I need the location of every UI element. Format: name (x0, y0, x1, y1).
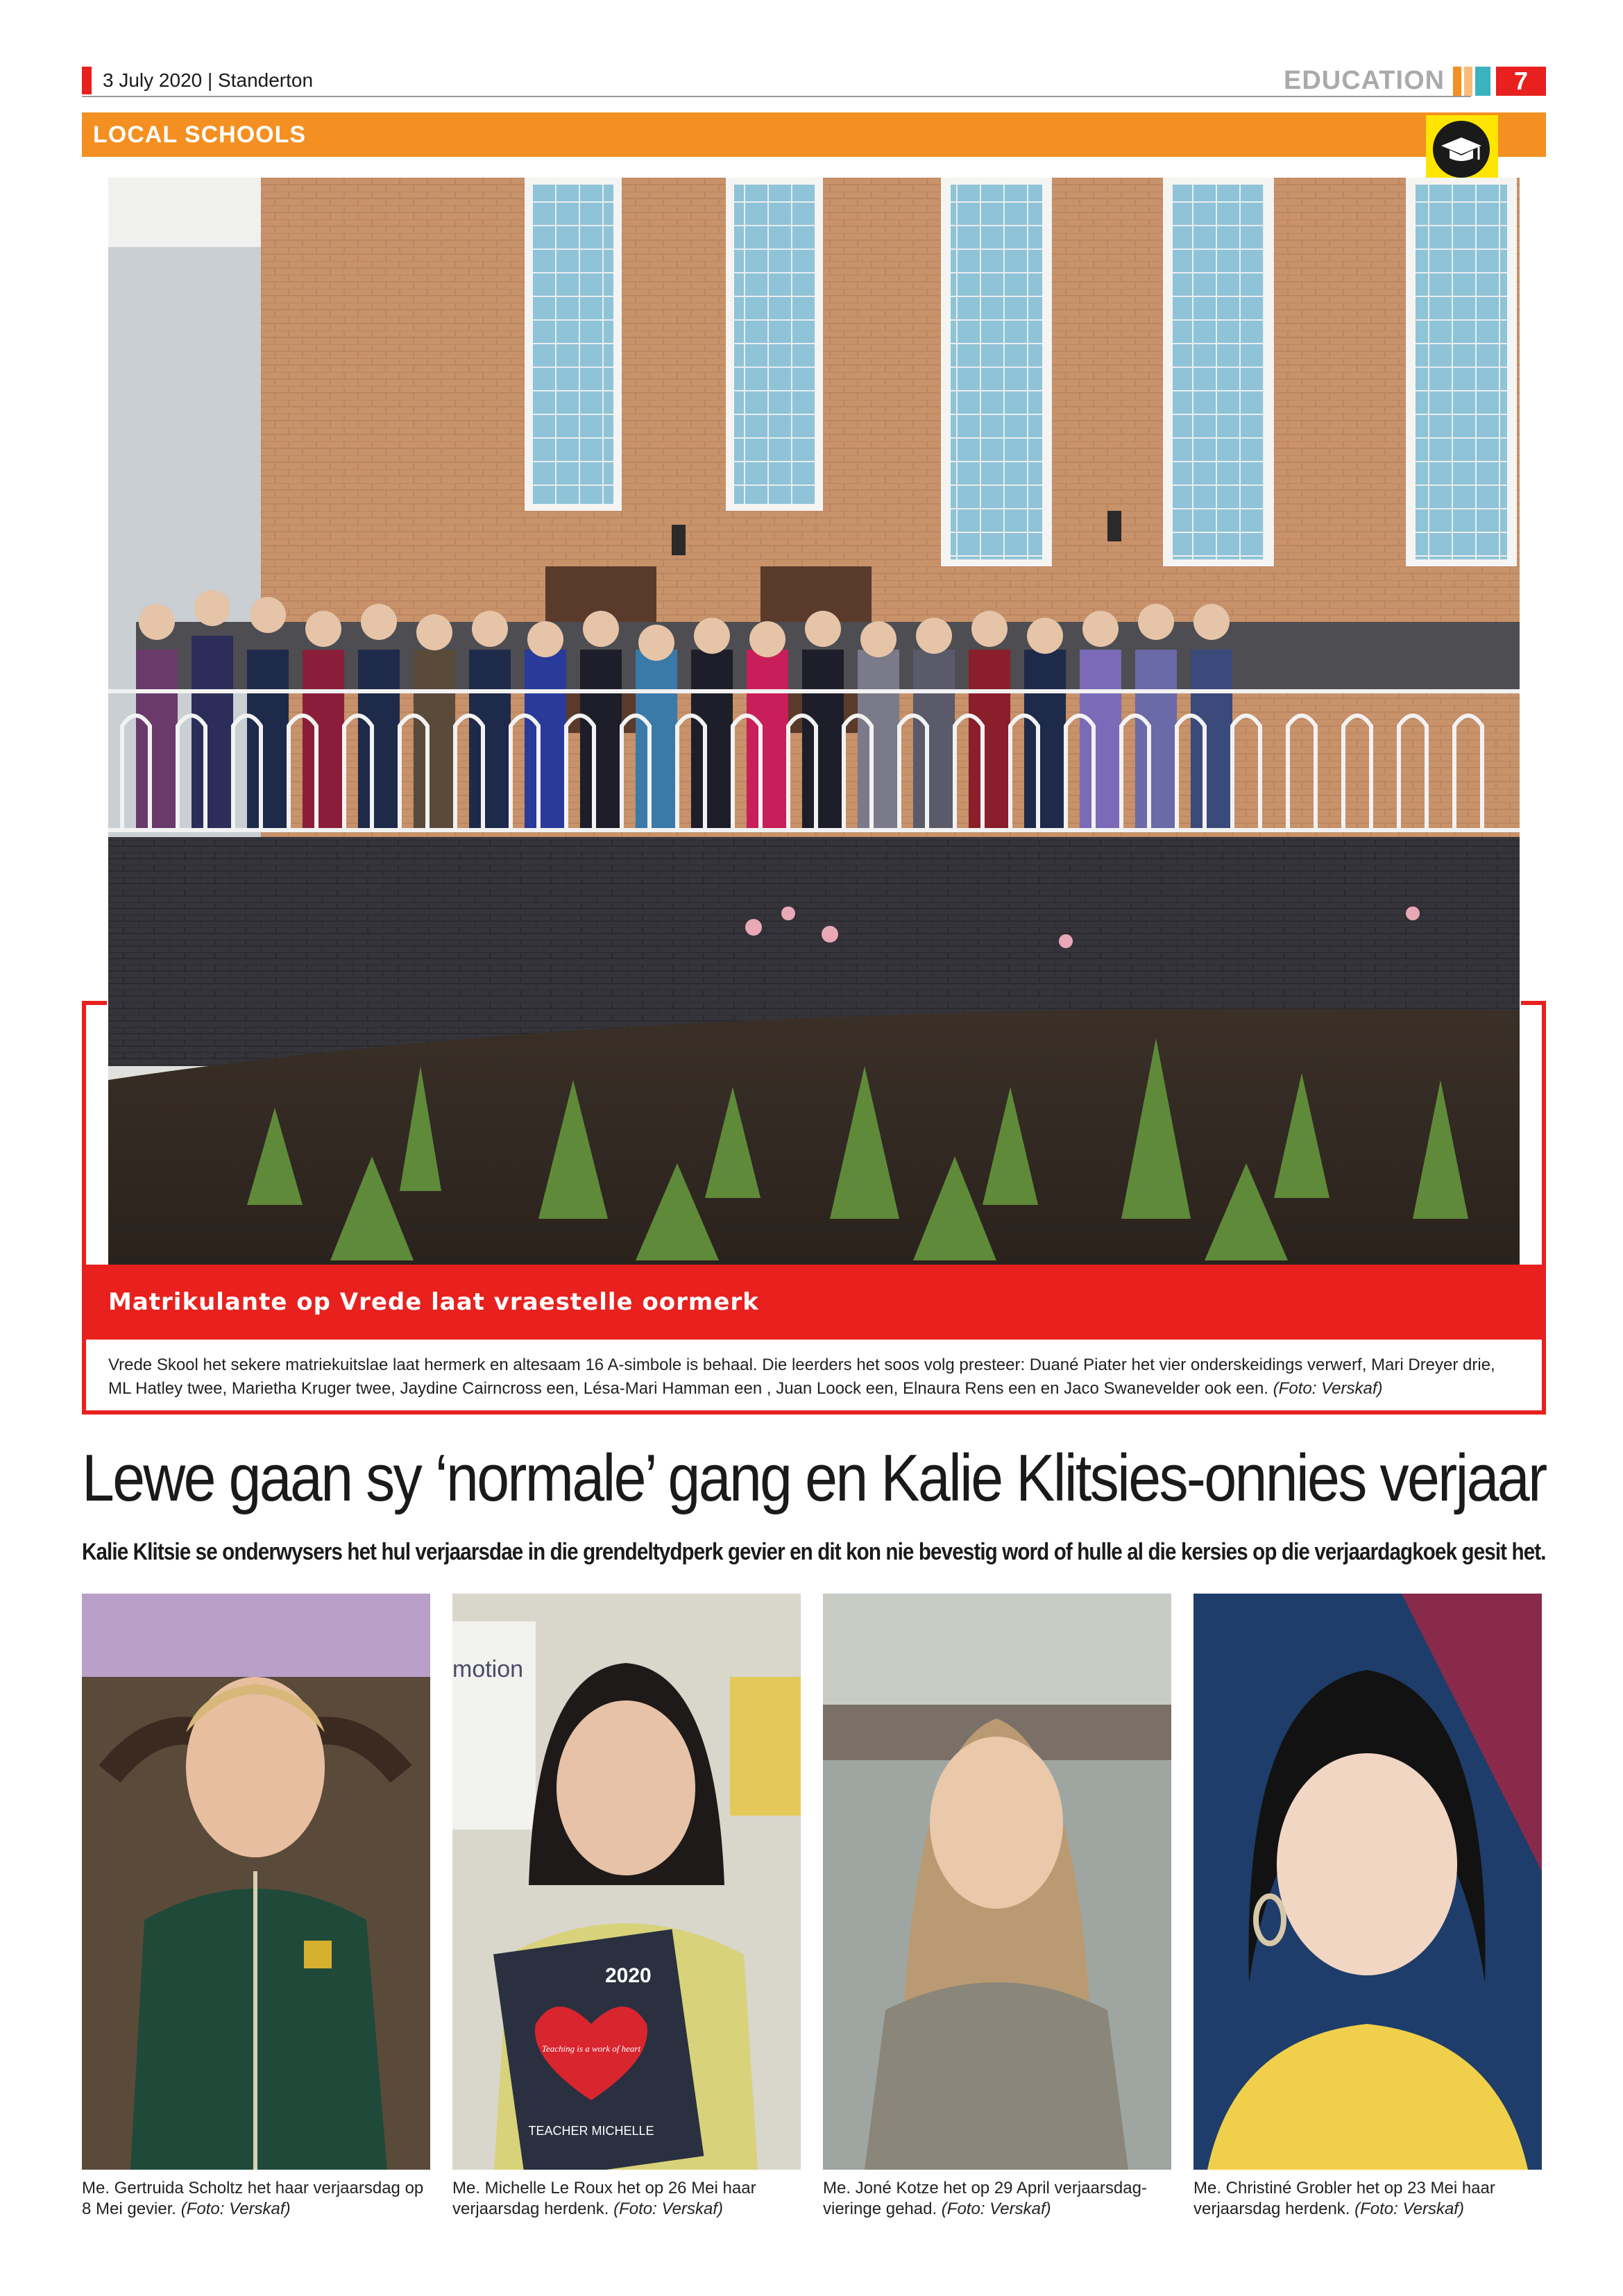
teacher-photo-kotze (823, 1594, 1171, 2170)
header-rule (82, 96, 1471, 97)
frame-corner-left (82, 1001, 107, 1005)
section-band-label: LOCAL SCHOOLS (93, 121, 307, 148)
frame-corner-right (1521, 1001, 1546, 1005)
feature-title: Matrikulante op Vrede laat vraestelle oormerk (108, 1288, 759, 1316)
teacher-caption (452, 2178, 799, 2220)
article-standfirst: Kalie Klitsie se onderwysers het hul verjaarsdae in die grendeltydperk gevier en dit kon nie bevestig word of hulle al die kersies op die verjaardagkoek gesit het. (82, 1539, 1546, 1565)
teacher-photo-le-roux (452, 1594, 801, 2170)
teacher-caption (1193, 2178, 1540, 2220)
caption-text: Me. Christiné Grobler het op 23 Mei haar verjaarsdag herdenk. (1193, 2179, 1495, 2218)
page-number: 7 (1496, 67, 1546, 96)
caption-text: Me. Michelle Le Roux het op 26 Mei haar verjaarsdag herdenk. (452, 2179, 756, 2218)
section-name: EDUCATION (1284, 66, 1445, 95)
board-word: motion (452, 1656, 524, 1682)
header-red-marker (82, 67, 92, 94)
book-year: 2020 (605, 1964, 652, 1987)
caption-credit: (Foto: Verskaf) (180, 2200, 291, 2218)
caption-text: Me. Gertruida Scholtz het haar verjaarsdag op 8 Mei gevier. (82, 2179, 424, 2218)
frame-left (82, 1001, 86, 1415)
teacher-photo-grobler (1193, 1594, 1542, 2170)
graduation-cap-icon (1426, 115, 1498, 182)
teacher-caption (823, 2178, 1170, 2220)
book-slogan: Teaching is a work of heart (541, 2043, 641, 2054)
teacher-caption (82, 2178, 429, 2220)
caption-credit: (Foto: Verskaf) (613, 2200, 723, 2218)
feature-caption-text: Vrede Skool het sekere matriekuitslae laat hermerk en altesaam 16 A-simbole is behaal. Die leerders het soos volg presteer: Duané Piater het vier onderskeidings verwerf, Mari Dreyer drie, ML Hatley twee, Marietha Kruger twee, Jaydine Cairncross een, Lésa-Mari Hamman een , Juan Loock een, Elnaura Rens een en Jaco Swanevelder ook een. (108, 1356, 1495, 1398)
header-date-place: 3 July 2020 | Standerton (103, 69, 314, 91)
teacher-photo-scholtz (82, 1594, 430, 2170)
matric-group-photo (108, 178, 1520, 1265)
feature-credit: (Foto: Verskaf) (1273, 1379, 1383, 1398)
feature-caption (108, 1353, 1520, 1401)
caption-credit: (Foto: Verskaf) (1354, 2200, 1464, 2218)
frame-bottom (82, 1410, 1546, 1415)
caption-text: Me. Joné Kotze het op 29 April verjaarsdag-vieringe gehad. (823, 2179, 1147, 2218)
caption-credit: (Foto: Verskaf) (941, 2200, 1051, 2218)
article-headline: Lewe gaan sy ‘normale’ gang en Kalie Klitsies-onnies verjaar (82, 1441, 1546, 1515)
book-owner: TEACHER MICHELLE (528, 2124, 654, 2138)
frame-right (1542, 1001, 1546, 1415)
